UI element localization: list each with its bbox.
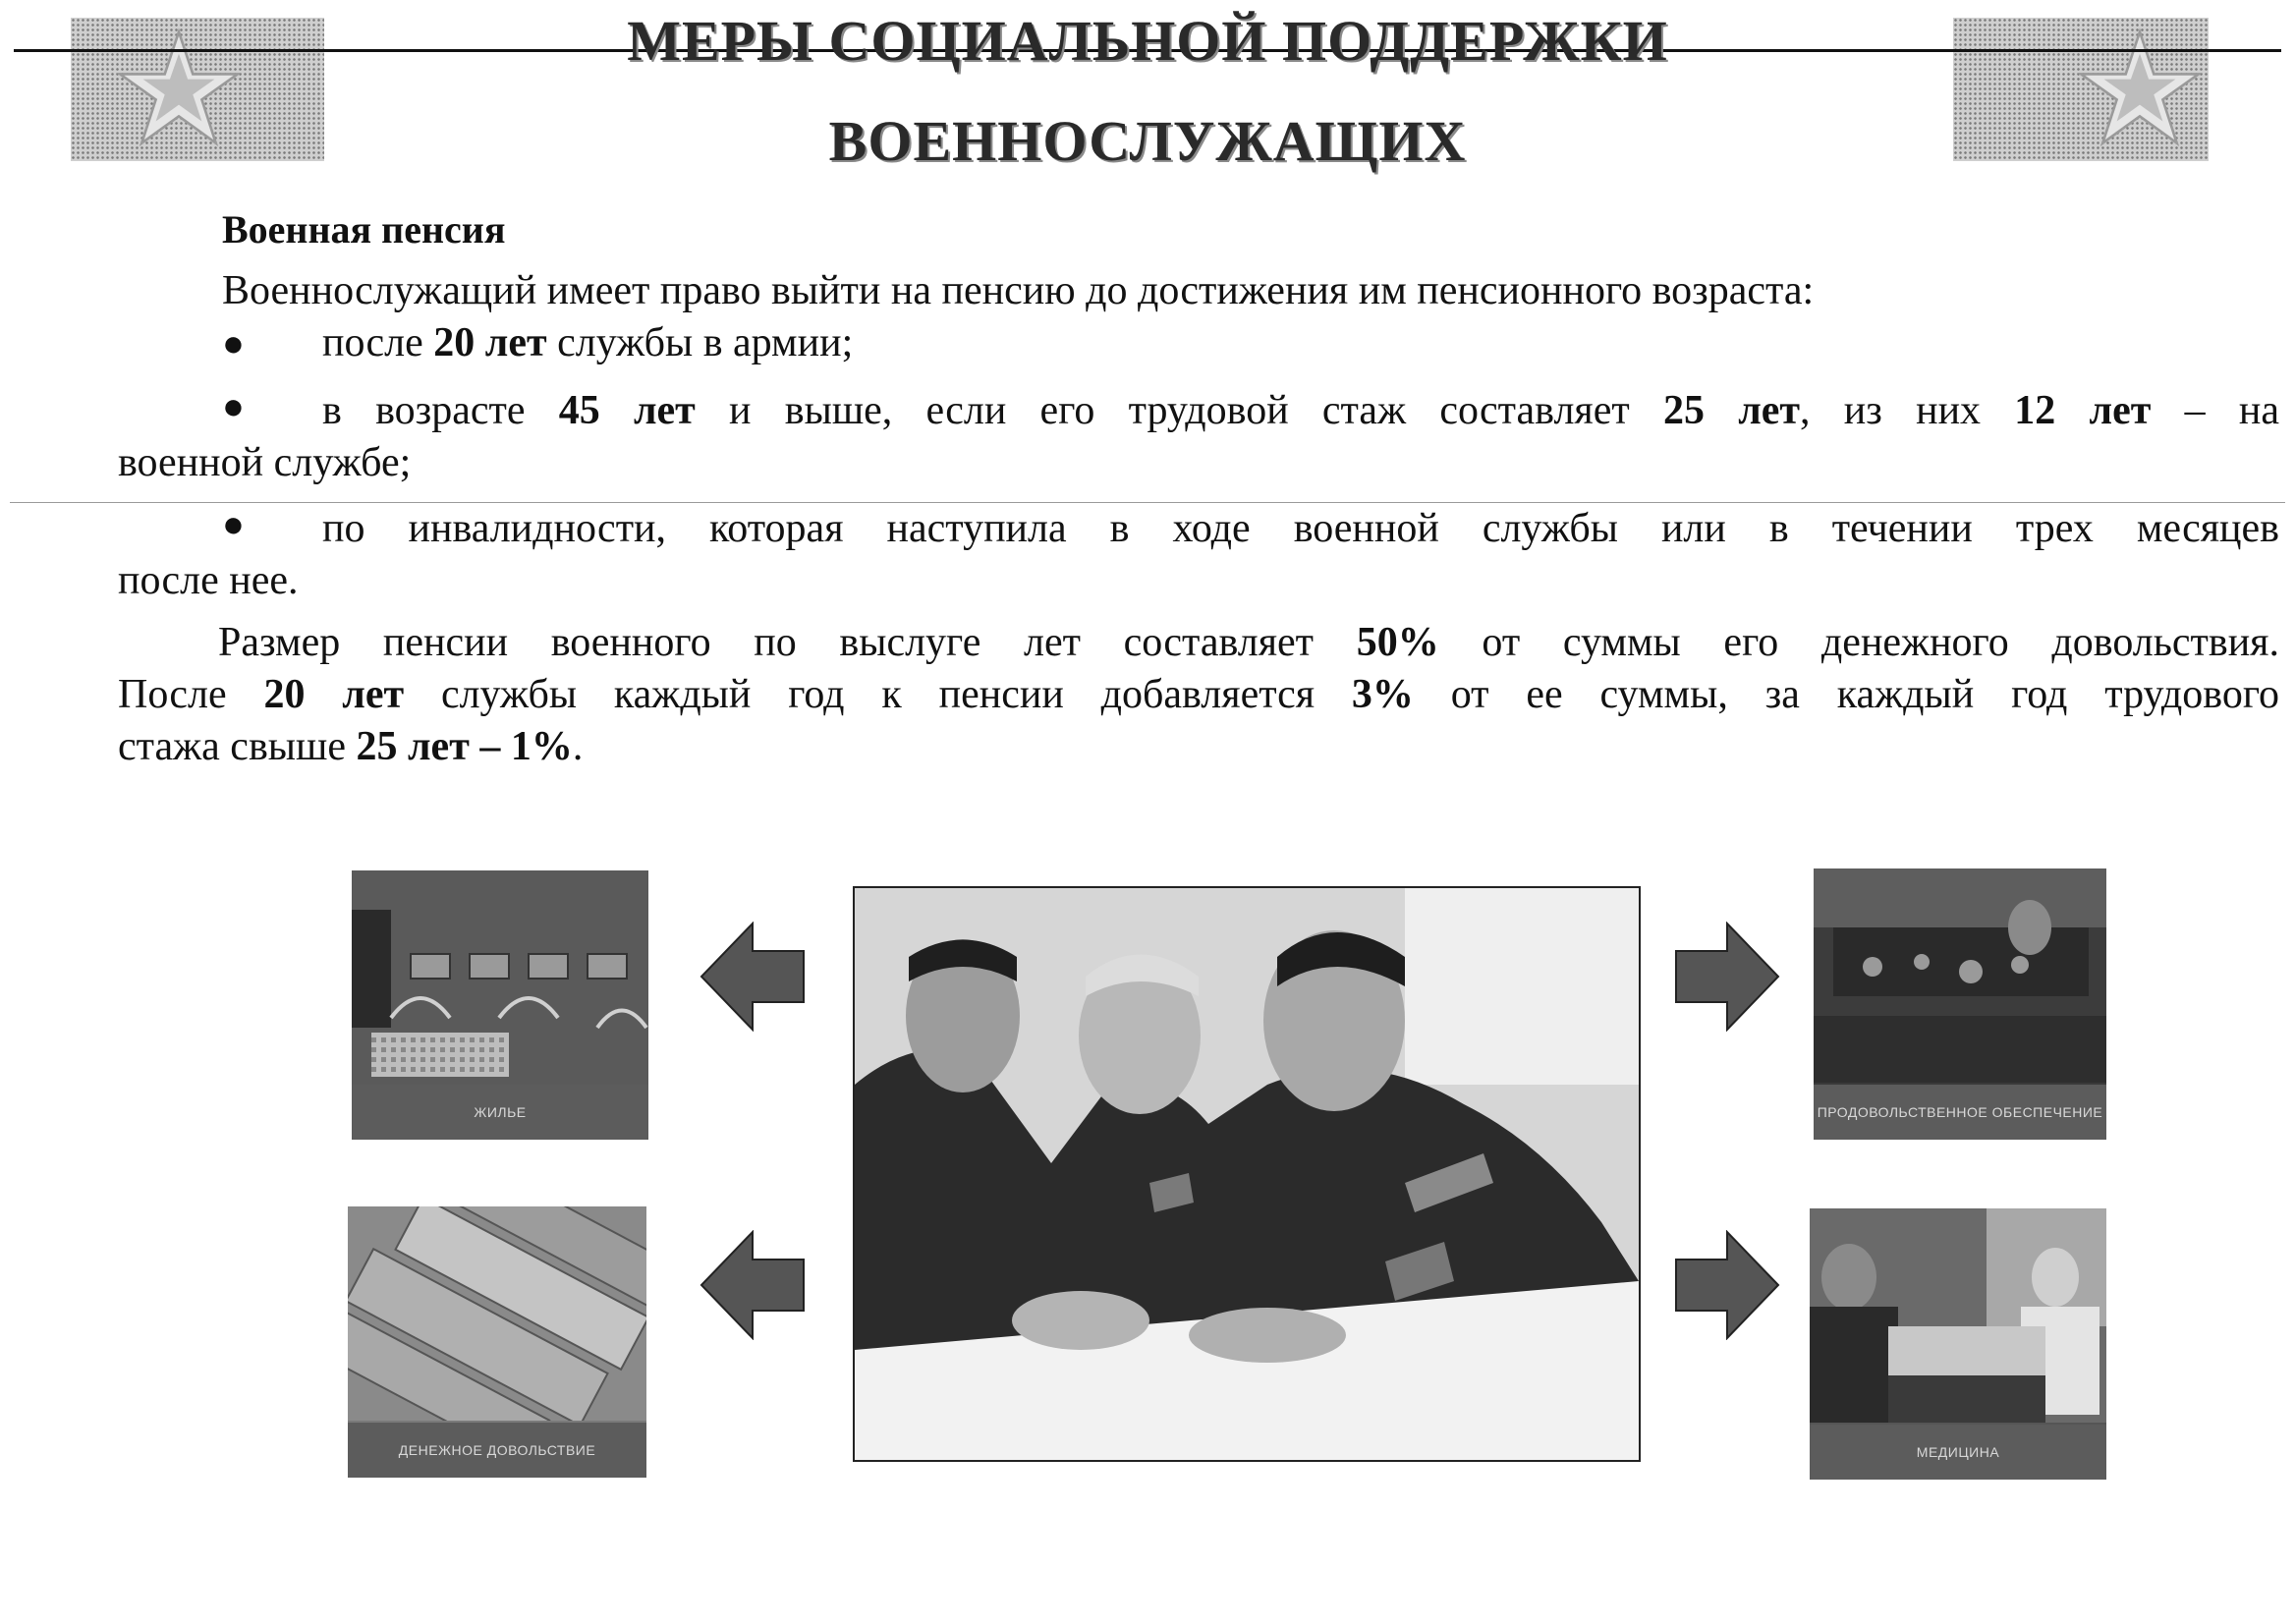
soldiers-illustration	[855, 888, 1639, 1460]
list-item: после 20 лет службы в армии;	[322, 320, 854, 365]
pension-paragraph-line3: стажа свыше 25 лет – 1%.	[118, 724, 584, 769]
food-caption: ПРОДОВОЛЬСТВЕННОЕ ОБЕСПЕЧЕНИЕ	[1814, 1085, 2106, 1140]
bullet-dot: ●	[222, 323, 245, 364]
page-title-line1: МЕРЫ СОЦИАЛЬНОЙ ПОДДЕРЖКИ	[627, 9, 1668, 73]
food-image	[1814, 868, 2106, 1140]
arrow-left-icon	[700, 922, 806, 1032]
list-item-continuation: военной службе;	[118, 440, 412, 485]
section-heading: Военная пенсия	[222, 207, 506, 252]
canteen-illustration	[1814, 868, 2106, 1083]
medicine-image	[1810, 1208, 2106, 1480]
arrow-right-icon	[1674, 1230, 1780, 1340]
soldiers-photo	[853, 886, 1641, 1462]
intro-text: Военнослужащий имеет право выйти на пенсию до достижения им пенсионного возраста:	[222, 268, 1815, 313]
pension-paragraph-line1: Размер пенсии военного по выслуге лет составляет 50% от суммы его денежного довольствия.	[218, 620, 2279, 665]
medicine-caption: МЕДИЦИНА	[1810, 1425, 2106, 1480]
arrow-left-icon	[700, 1230, 806, 1340]
list-item: по инвалидности, которая наступила в ходе военной службы или в течении трех месяцев	[322, 506, 2279, 551]
money-illustration	[348, 1206, 646, 1421]
allowance-image	[348, 1206, 646, 1478]
bullet-dot: ●	[222, 386, 245, 427]
page-title-line2: ВОЕННОСЛУЖАЩИХ	[828, 109, 1467, 173]
clinic-illustration	[1810, 1208, 2106, 1423]
bullet-dot: ●	[222, 504, 245, 545]
housing-caption: ЖИЛЬЕ	[352, 1085, 648, 1140]
list-item: в возрасте 45 лет и выше, если его трудовой стаж составляет 25 лет, из них 12 лет – на	[322, 388, 2279, 433]
list-item-continuation: после нее.	[118, 558, 299, 603]
beds-illustration	[352, 870, 648, 1085]
housing-image	[352, 870, 648, 1140]
allowance-caption: ДЕНЕЖНОЕ ДОВОЛЬСТВИЕ	[348, 1423, 646, 1478]
pension-paragraph-line2: После 20 лет службы каждый год к пенсии добавляется 3% от ее суммы, за каждый год трудового	[118, 672, 2279, 717]
arrow-right-icon	[1674, 922, 1780, 1032]
